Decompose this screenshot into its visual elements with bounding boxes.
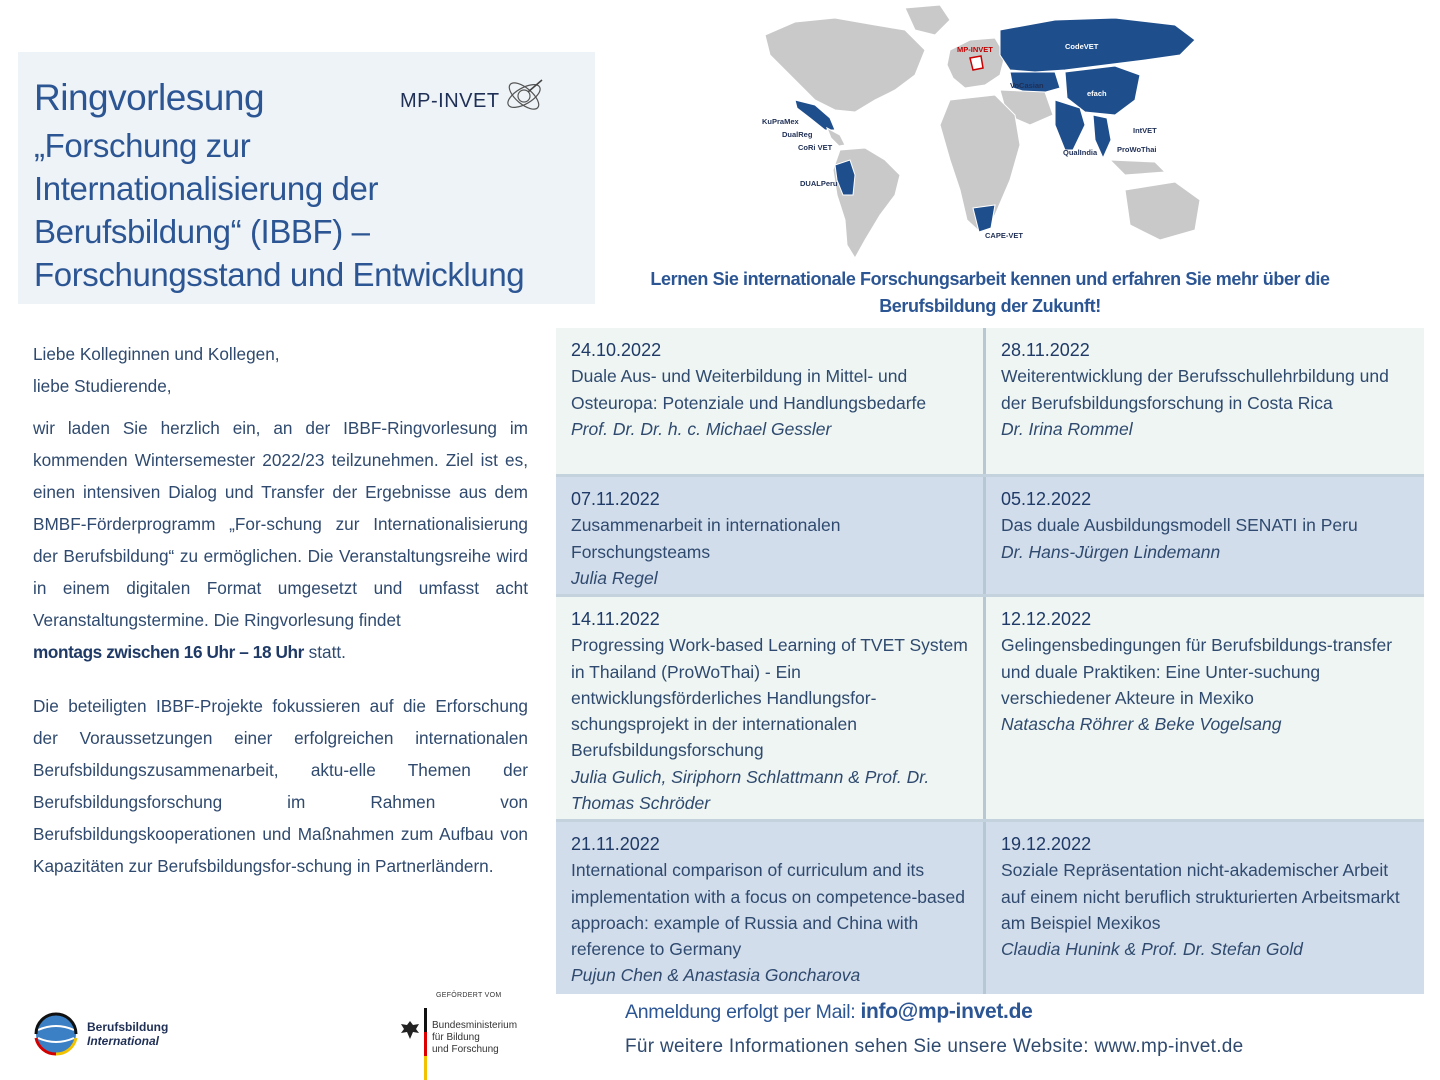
paragraph-text: wir laden Sie herzlich ein, an der IBBF-Ringvorlesung im kommenden Wintersemester 2022/23 teilzunehmen. Ziel ist es, einen intensiven Dialog und Transfer der Ergebnisse aus dem BMBF-Förderprogramm „For-schung zur Internationalisierung der Berufsbildung“ zu ermöglichen. Die Veranstaltungsreihe wird in einem digitalen Format umgesetzt und umfasst acht Veranstaltungstermine. Die Ringvorlesung findet xyxy=(33,418,528,630)
paragraph-text: statt. xyxy=(303,642,346,662)
lecture-cell xyxy=(556,822,983,994)
map-label: efach xyxy=(1087,89,1107,98)
world-map xyxy=(755,0,1215,262)
page-subtitle xyxy=(34,124,594,296)
mp-invet-logo xyxy=(400,74,560,120)
lecture-date: 19.12.2022 xyxy=(1001,834,1092,854)
map-label: DUALPeru xyxy=(800,179,838,188)
lecture-speakers: Dr. Irina Rommel xyxy=(1001,418,1133,439)
map-label: IntVET xyxy=(1133,126,1157,135)
map-label: CodeVET xyxy=(1065,42,1099,51)
grid-divider xyxy=(556,819,1424,822)
map-label: ProWoThai xyxy=(1117,145,1157,154)
lecture-title: Gelingensbedingungen für Berufsbildungs-transfer und duale Praktiken: Eine Unter-suchung verschiedener Akteure in Mexiko xyxy=(1001,635,1393,708)
ministry-name-line: für Bildung xyxy=(432,1032,480,1043)
flag-bar-icon xyxy=(424,1008,427,1080)
funded-by-label: GEFÖRDERT VOM xyxy=(436,992,502,999)
lecture-speakers: Prof. Dr. Dr. h. c. Michael Gessler xyxy=(571,418,832,439)
projects-paragraph: Die beteiligten IBBF-Projekte fokussieren auf die Erforschung der Voraussetzungen einer erfolgreichen internationalen Berufsbildungszusammenarbeit, aktu-elle Themen der Berufsbildungsforschung im Rahmen von Berufsbildungskooperationen und Maßnahmen zum Aufbau von Kapazitäten zur Berufsbildungsfor-schung in Partnerländern. xyxy=(33,696,528,876)
lecture-cell xyxy=(986,477,1424,594)
lecture-cell xyxy=(986,822,1424,994)
lecture-date: 14.11.2022 xyxy=(571,609,660,629)
lecture-cell xyxy=(986,328,1424,474)
lecture-speakers: Julia Gulich, Siriphorn Schlattmann & Prof. Dr. Thomas Schröder xyxy=(571,766,930,814)
ministry-name-line: Bundesministerium xyxy=(432,1020,518,1031)
greeting-line: Liebe Kolleginnen und Kollegen, xyxy=(33,344,280,364)
subtitle-line: Forschungsstand und Entwicklung xyxy=(34,256,525,293)
map-label: CAPE-VET xyxy=(985,231,1023,240)
lecture-title: Soziale Repräsentation nicht-akademischer Arbeit auf einem nicht beruflich strukturierten Arbeitsmarkt am Beispiel Mexikos xyxy=(1001,860,1400,933)
subtitle-line: „Forschung zur xyxy=(34,127,251,164)
lecture-title: International comparison of curriculum and its implementation with a focus on competence-based approach: example of Russia and China with reference to Germany xyxy=(571,860,965,960)
orbit-icon xyxy=(502,74,546,118)
globe-icon xyxy=(30,1008,82,1060)
map-label: VoCasian xyxy=(1010,81,1044,90)
lecture-speakers: Claudia Hunink & Prof. Dr. Stefan Gold xyxy=(1001,939,1303,960)
registration-line xyxy=(625,1000,1033,1024)
tagline-line: Berufsbildung der Zukunft! xyxy=(879,296,1101,316)
lecture-speakers: Natascha Röhrer & Beke Vogelsang xyxy=(1001,714,1282,735)
mp-invet-logo-text: MP-INVET xyxy=(400,90,500,112)
lecture-date: 21.11.2022 xyxy=(571,834,660,854)
lecture-title: Progressing Work-based Learning of TVET System in Thailand (ProWoThai) - Ein entwicklungsförderliches Handlungsfor-schungsprojekt in der internationalen Berufsbildungsforschung xyxy=(571,635,968,761)
lecture-title: Duale Aus- und Weiterbildung in Mittel- und Osteuropa: Potenziale und Handlungsbedarfe xyxy=(571,366,927,413)
invitation-paragraph xyxy=(33,412,528,668)
lecture-cell xyxy=(556,477,983,594)
schedule-time: montags zwischen 16 Uhr – 18 Uhr xyxy=(33,642,304,662)
lecture-schedule xyxy=(556,328,1424,994)
title-panel xyxy=(18,52,595,304)
subtitle-line: Berufsbildung“ (IBBF) – xyxy=(34,213,370,250)
lecture-speakers: Julia Regel xyxy=(571,567,658,588)
subtitle-line: Internationalisierung der xyxy=(34,170,379,207)
lecture-speakers: Pujun Chen & Anastasia Goncharova xyxy=(571,965,861,986)
registration-label: Anmeldung erfolgt per Mail: xyxy=(625,1001,856,1023)
website-line[interactable]: Für weitere Informationen sehen Sie unsere Website: www.mp-invet.de xyxy=(625,1036,1244,1057)
lecture-date: 28.11.2022 xyxy=(1001,340,1090,360)
bmbf-logo xyxy=(396,992,536,1080)
lecture-cell xyxy=(986,597,1424,819)
grid-divider xyxy=(556,474,1424,477)
ministry-name-line: und Forschung xyxy=(432,1044,499,1055)
greeting-line: liebe Studierende, xyxy=(33,376,172,396)
lecture-title: Zusammenarbeit in internationalen Forschungsteams xyxy=(571,515,841,562)
map-label: CoRi VET xyxy=(798,143,833,152)
map-label: DualReg xyxy=(782,130,813,139)
email-link[interactable]: info@mp-invet.de xyxy=(860,1000,1033,1023)
lecture-date: 05.12.2022 xyxy=(1001,489,1092,509)
logo-line: International xyxy=(87,1034,160,1048)
map-label: KuPraMex xyxy=(762,117,799,126)
berufsbildung-international-logo xyxy=(30,1008,180,1060)
lecture-date: 12.12.2022 xyxy=(1001,609,1092,629)
lecture-date: 24.10.2022 xyxy=(571,340,662,360)
lecture-cell xyxy=(556,328,983,474)
page-title: Ringvorlesung xyxy=(34,77,265,118)
lecture-speakers: Dr. Hans-Jürgen Lindemann xyxy=(1001,541,1221,562)
lecture-title: Weiterentwicklung der Berufsschullehrbildung und der Berufsbildungsforschung in Costa Rica xyxy=(1001,366,1389,413)
lecture-cell xyxy=(556,597,983,819)
grid-divider xyxy=(983,328,986,994)
invitation-letter xyxy=(33,338,528,882)
grid-divider xyxy=(556,594,1424,597)
logo-line: Berufsbildung xyxy=(87,1020,169,1034)
lecture-title: Das duale Ausbildungsmodell SENATI in Peru xyxy=(1001,515,1358,536)
eagle-icon xyxy=(398,1018,422,1042)
tagline-line: Lernen Sie internationale Forschungsarbeit kennen und erfahren Sie mehr über die xyxy=(650,269,1330,289)
lecture-date: 07.11.2022 xyxy=(571,489,660,509)
map-label: QualIndia xyxy=(1063,148,1098,157)
map-label: MP-INVET xyxy=(957,45,993,54)
tagline xyxy=(610,266,1370,320)
